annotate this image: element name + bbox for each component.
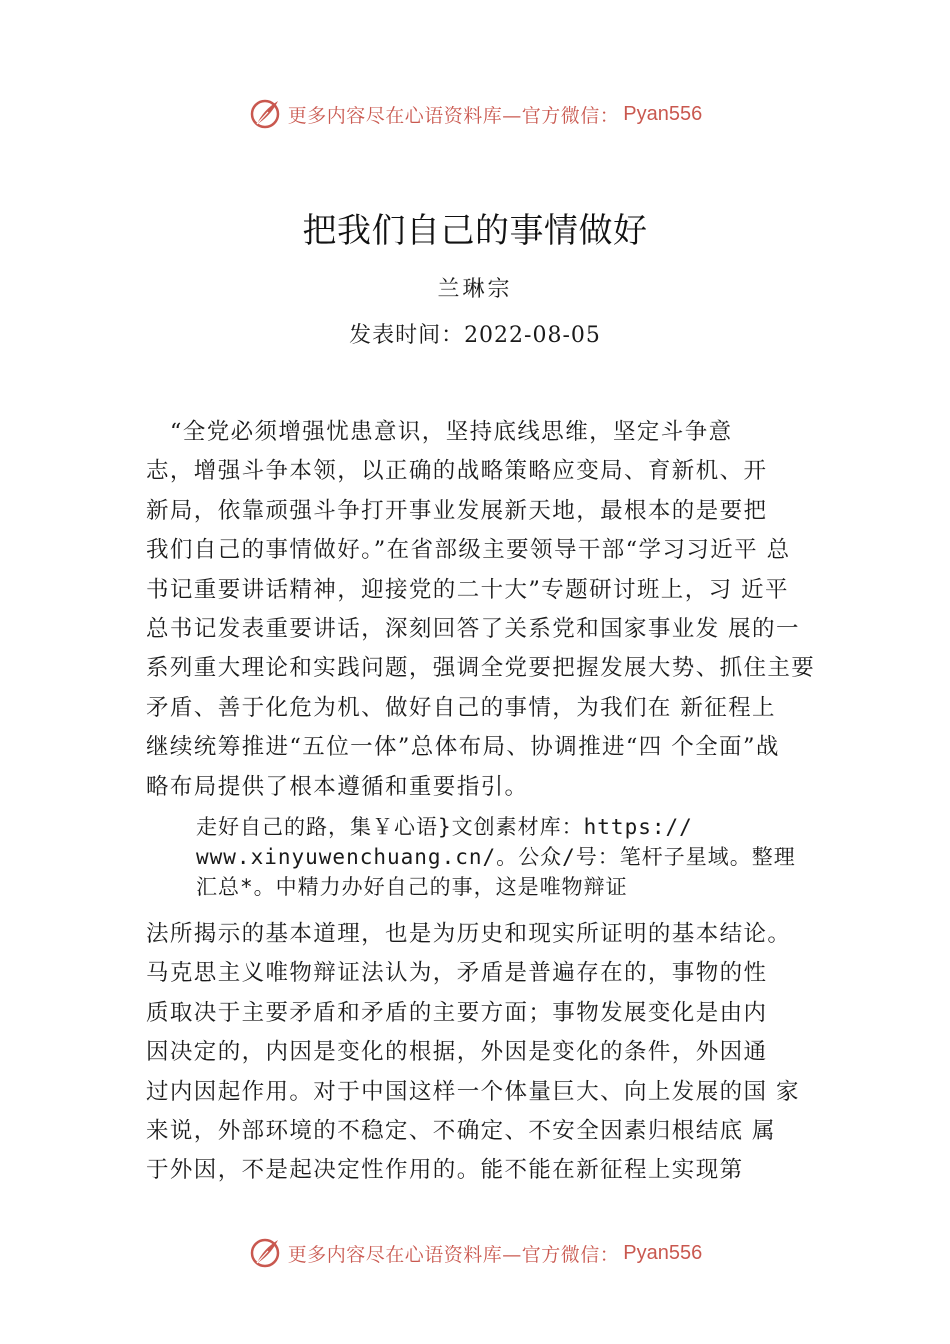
text-line: 继续统筹推进“五位一体”总体布局、协调推进“四 个全面”战	[146, 734, 780, 761]
text-line: 我们自己的事情做好。”在省部级主要领导干部“学习习近平 总	[146, 537, 791, 564]
feather-pen-circle-icon	[248, 1236, 282, 1270]
text-line: 总书记发表重要讲话，深刻回答了关系党和国家事业发 展的一	[146, 616, 800, 643]
text-line: 书记重要讲话精神，迎接党的二十大”专题研讨班上，习 近平	[146, 576, 789, 603]
text-line: 矛盾、善于化危为机、做好自己的事情，为我们在 新征程上	[146, 694, 776, 721]
paragraph-1	[146, 413, 846, 807]
text-line: 系列重大理论和实践问题，强调全党要把握发展大势、抓住主要	[146, 655, 816, 682]
feather-pen-circle-icon	[248, 97, 282, 131]
banner-text: 更多内容尽在心语资料库—官方微信：	[287, 1243, 620, 1266]
text-line: 质取决于主要矛盾和矛盾的主要方面；事物发展变化是由内	[146, 999, 768, 1026]
banner-wechat-handle: Pyan556	[623, 102, 703, 125]
paragraph-2-source-note	[196, 812, 836, 902]
paragraph-3	[146, 915, 846, 1191]
text-line: www.xinyuwenchuang.cn/。公众/号：笔杆子星域。整理	[196, 845, 796, 869]
header-banner	[0, 94, 950, 134]
article-author: 兰琳宗	[437, 277, 513, 302]
text-line: 志，增强斗争本领，以正确的战略策略应变局、育新机、开	[146, 458, 768, 485]
banner-text: 更多内容尽在心语资料库—官方微信：	[287, 104, 620, 127]
footer-banner	[0, 1233, 950, 1273]
text-line: 过内因起作用。对于中国这样一个体量巨大、向上发展的国 家	[146, 1078, 800, 1105]
text-line: 略布局提供了根本遵循和重要指引。	[146, 773, 529, 800]
text-line: 新局，依靠顽强斗争打开事业发展新天地，最根本的是要把	[146, 497, 768, 524]
publish-date: 发表时间：2022-08-05	[349, 323, 601, 348]
banner-wechat-handle: Pyan556	[623, 1241, 703, 1264]
text-line: “全党必须增强忧患意识，坚持底线思维，坚定斗争意	[146, 419, 733, 445]
text-line: 于外因，不是起决定性作用的。能不能在新征程上实现第	[146, 1157, 744, 1184]
text-line: 汇总*。中精力办好自己的事，这是唯物辩证	[196, 875, 628, 899]
text-line: 来说，外部环境的不稳定、不确定、不安全因素归根结底 属	[146, 1118, 776, 1145]
text-line: 法所揭示的基本道理，也是为历史和现实所证明的基本结论。	[146, 921, 792, 947]
text-line: 走好自己的路，集￥心语}文创素材库：https://	[196, 815, 693, 839]
text-line: 马克思主义唯物辩证法认为，矛盾是普遍存在的，事物的性	[146, 960, 768, 987]
article-title: 把我们自己的事情做好	[302, 211, 648, 251]
text-line: 因决定的，内因是变化的根据，外因是变化的条件，外因通	[146, 1039, 768, 1066]
